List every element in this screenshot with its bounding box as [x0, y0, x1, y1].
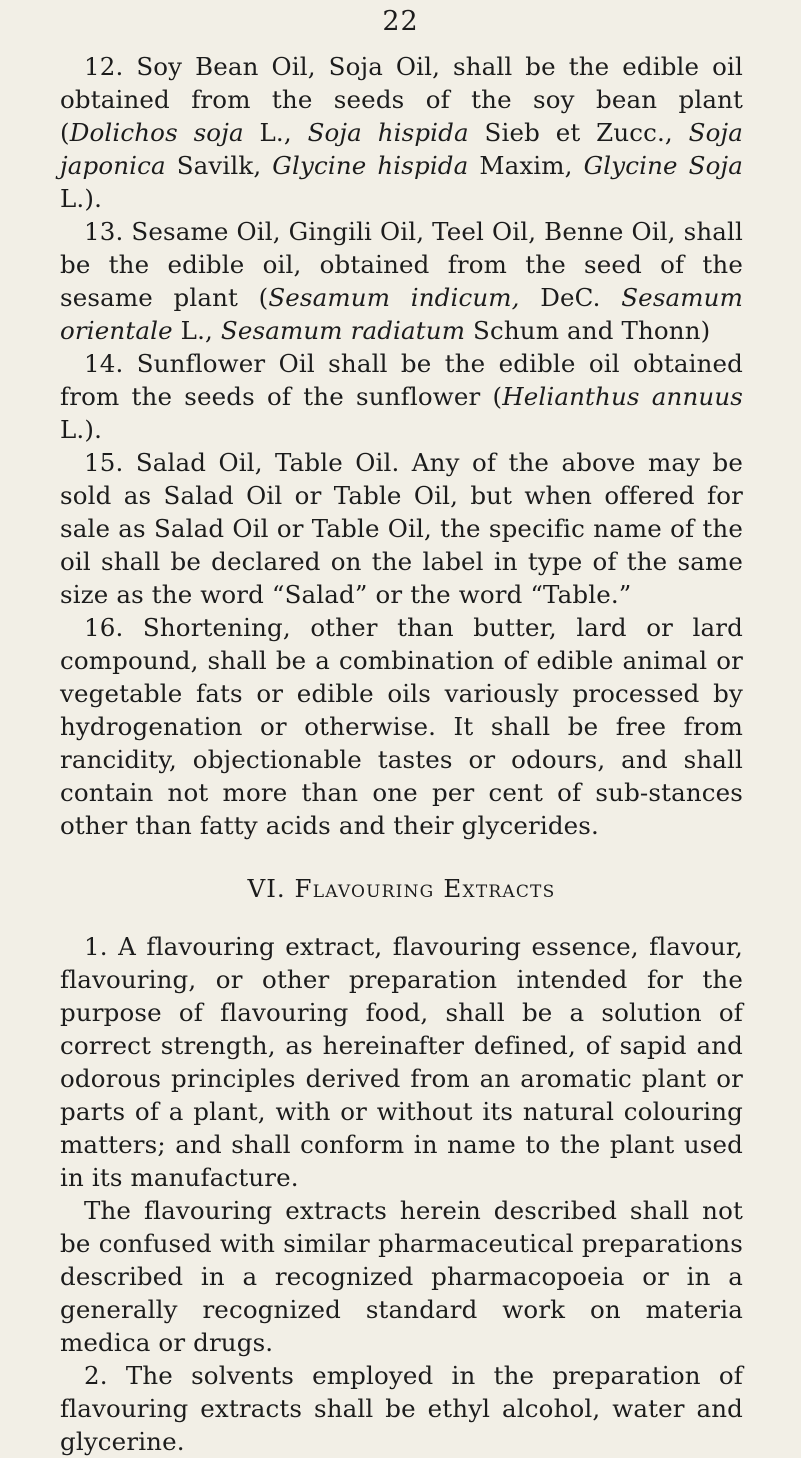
- paragraph-group-flavouring: [60, 930, 743, 1458]
- paragraph-p1b: [60, 1194, 743, 1359]
- text-run: L.).: [60, 415, 103, 444]
- species-name: Glycine hispida: [272, 151, 469, 180]
- text-run: L.).: [60, 184, 103, 213]
- section-title: Flavouring Extracts: [294, 874, 556, 903]
- species-name: Soja japonica: [60, 118, 743, 180]
- page-content: [60, 50, 743, 1458]
- section-heading: [60, 872, 743, 905]
- text-run: The flavouring extracts herein described shall not be confused with similar pharmaceutical preparations described in a recognized pharmacopoeia or in a generally recognized standard work on materia medica or drugs.: [60, 1196, 743, 1357]
- text-run: Maxim,: [468, 151, 584, 180]
- text-run: L.,: [172, 316, 221, 345]
- text-run: 16. Shortening, other than butter, lard or lard compound, shall be a combination of edible animal or vegetable fats or edible oils variously processed by hydrogenation or otherwise. It shall be free from rancidity, objectionable tastes or odours, and shall contain not more than one per cent of sub-stances other than fatty acids and their glycerides.: [60, 613, 743, 840]
- species-name: Dolichos soja: [69, 118, 244, 147]
- species-name: Sesamum radiatum: [220, 316, 466, 345]
- paragraph-group-oils: [60, 50, 743, 842]
- text-run: 2. The solvents employed in the preparation of flavouring extracts shall be ethyl alcohol, water and glycerine.: [60, 1361, 743, 1456]
- text-run: Sieb et Zucc.,: [468, 118, 689, 147]
- paragraph-p1: [60, 930, 743, 1194]
- text-run: 12. Soy Bean Oil, Soja Oil, shall be the edible oil obtained from the seeds of the soy bean plant (: [60, 52, 743, 147]
- text-run: Savilk,: [165, 151, 273, 180]
- species-name: Sesamum indicum,: [268, 283, 520, 312]
- paragraph-p15: [60, 446, 743, 611]
- text-run: 14. Sunflower Oil shall be the edible oil obtained from the seeds of the sunflower (: [60, 349, 743, 411]
- species-name: Helianthus annuus: [502, 382, 743, 411]
- species-name: Sesamum orientale: [60, 283, 743, 345]
- species-name: Glycine Soja: [583, 151, 743, 180]
- section-numeral: VI.: [247, 874, 286, 903]
- species-name: Soja hispida: [307, 118, 469, 147]
- text-run: 1. A flavouring extract, flavouring essence, flavour, flavouring, or other preparation intended for the purpose of flavouring food, shall be a solution of correct strength, as hereinafter defined, of sapid and odorous principles derived from an aromatic plant or parts of a plant, with or without its natural colouring matters; and shall conform in name to the plant used in its manufacture.: [60, 932, 743, 1192]
- text-run: Schum and Thonn): [465, 316, 711, 345]
- text-run: L.,: [243, 118, 308, 147]
- text-run: 15. Salad Oil, Table Oil. Any of the above may be sold as Salad Oil or Table Oil, but when offered for sale as Salad Oil or Table Oil, the specific name of the oil shall be declared on the label in type of the same size as the word “Salad” or the word “Table.”: [60, 448, 743, 609]
- text-run: DeC.: [519, 283, 622, 312]
- text-run: 13. Sesame Oil, Gingili Oil, Teel Oil, Benne Oil, shall be the edible oil, obtained from the seed of the sesame plant (: [60, 217, 743, 312]
- paragraph-p12: [60, 50, 743, 215]
- paragraph-p16: [60, 611, 743, 842]
- paragraph-p13: [60, 215, 743, 347]
- paragraph-p14: [60, 347, 743, 446]
- page-number: 22: [382, 6, 419, 37]
- paragraph-p2: [60, 1359, 743, 1458]
